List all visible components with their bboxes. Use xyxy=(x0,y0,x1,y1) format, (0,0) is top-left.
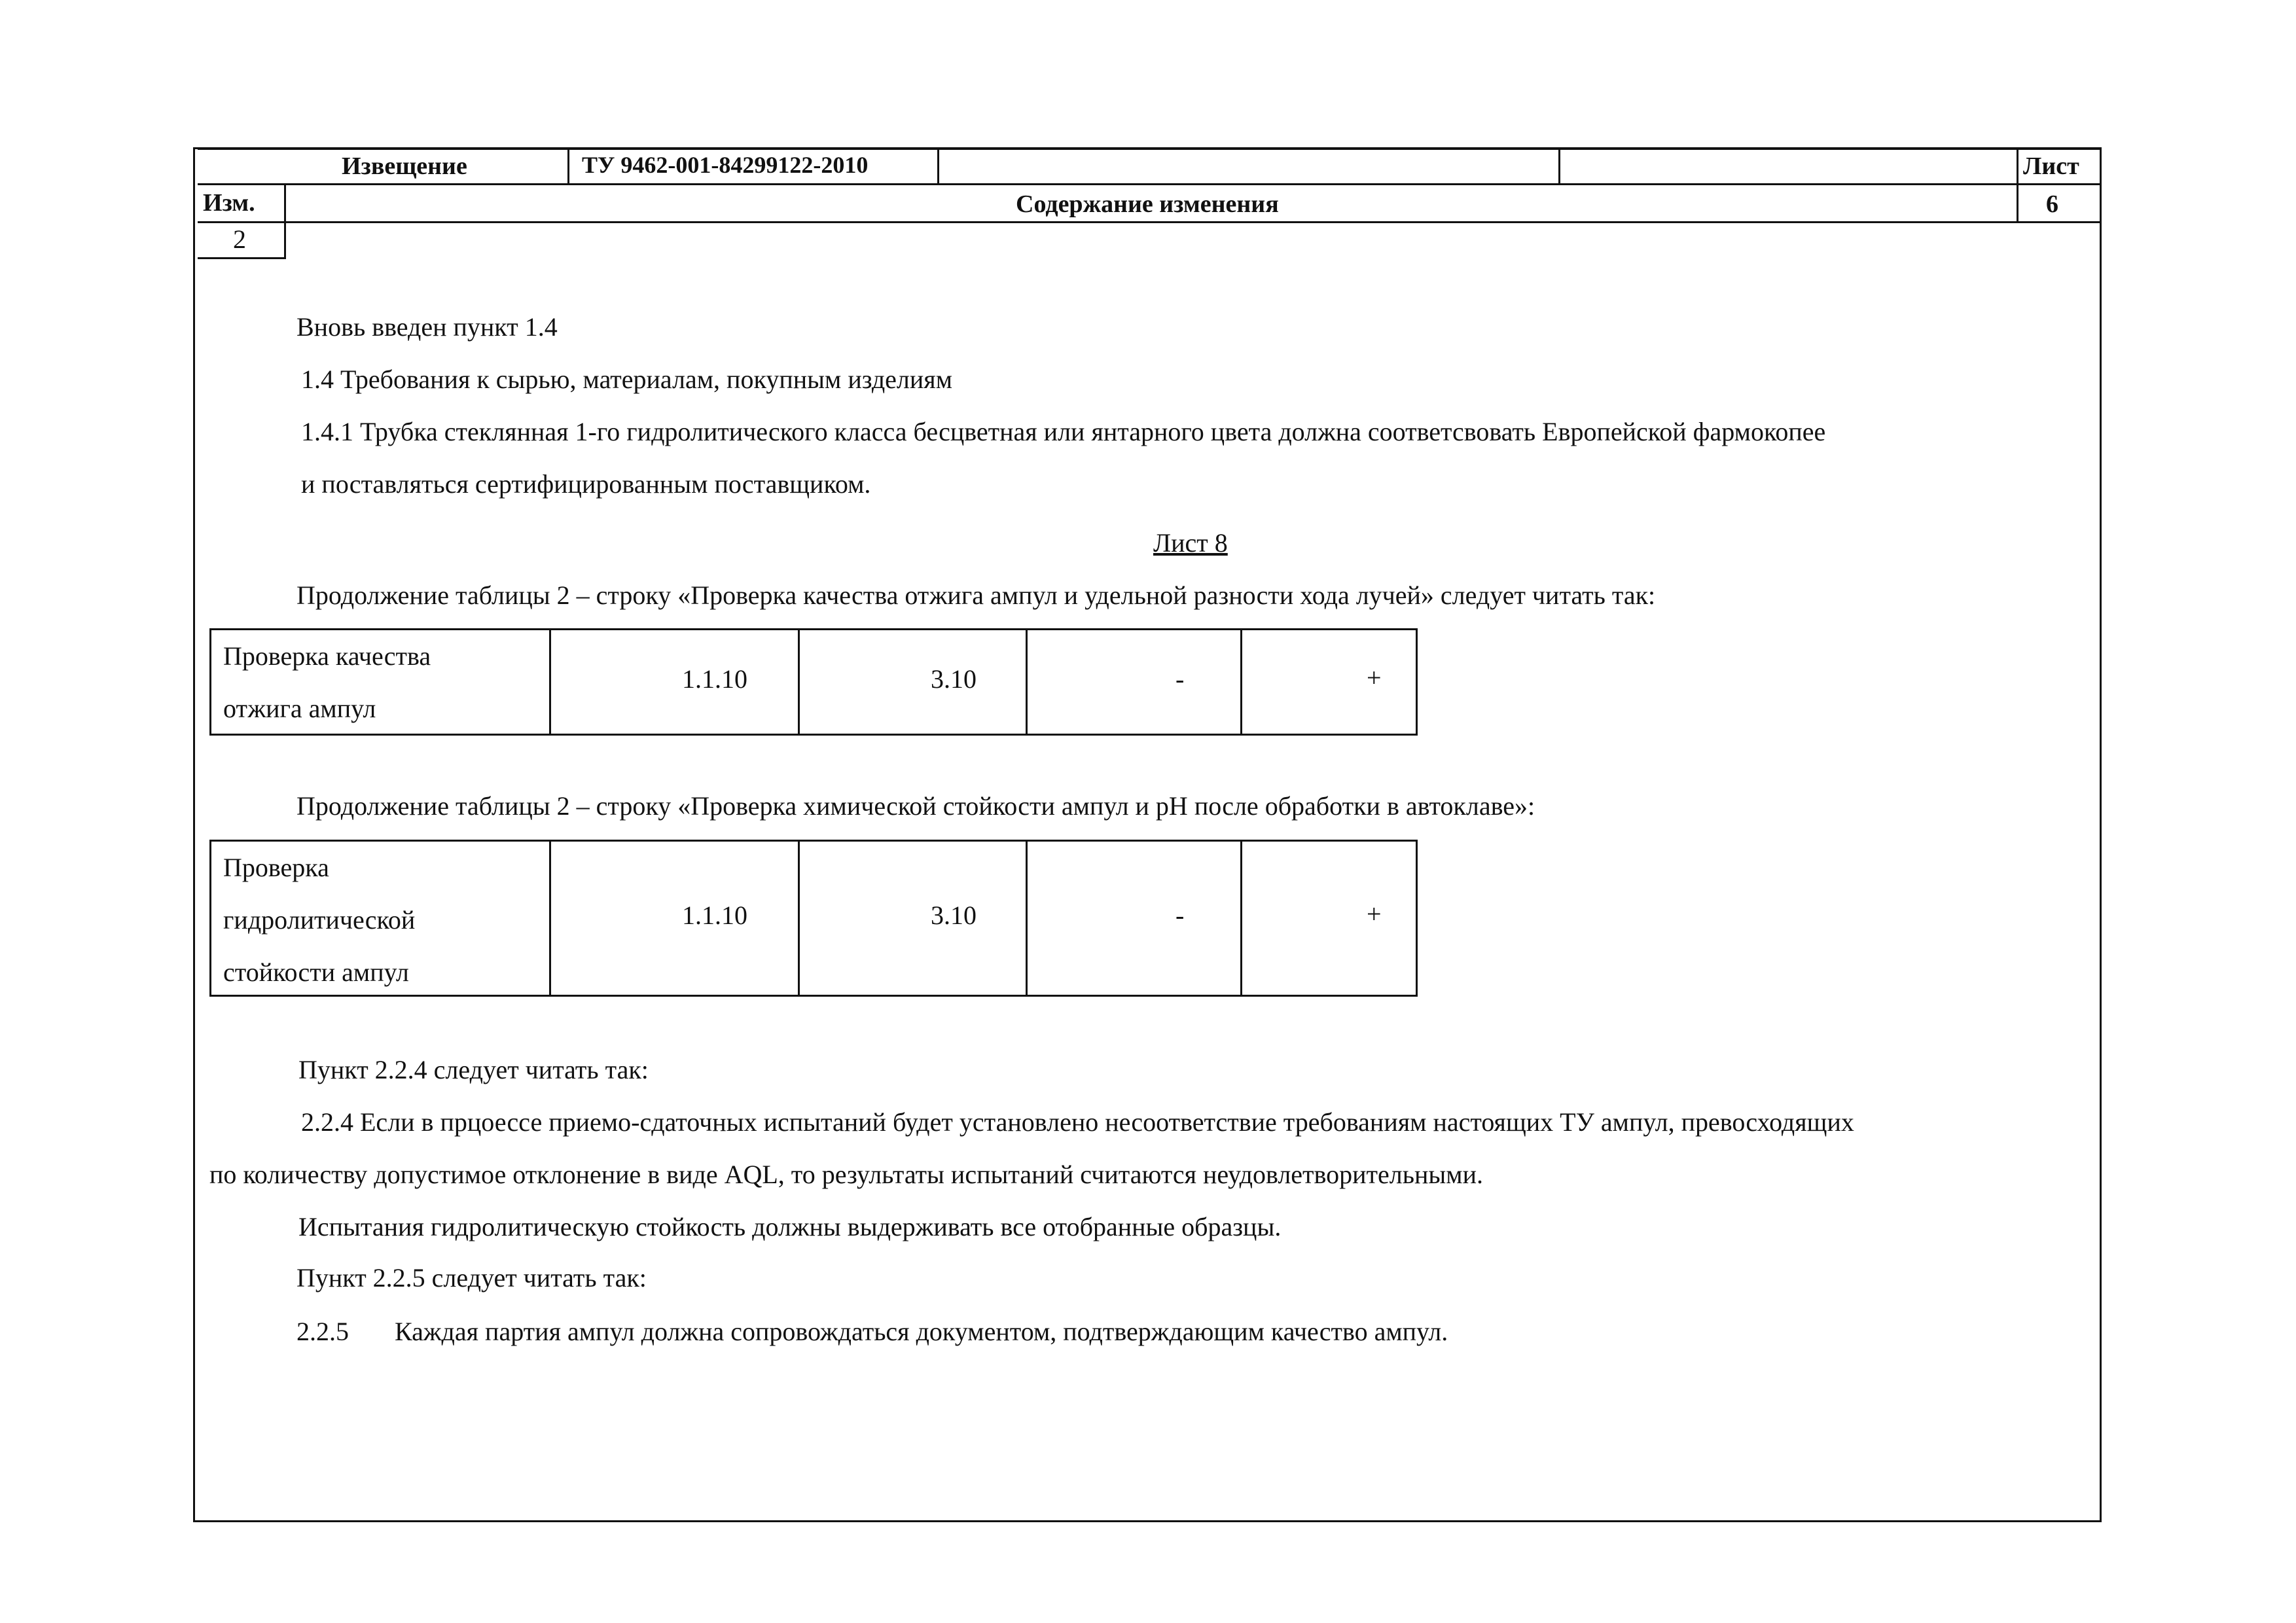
table-annealing-check xyxy=(209,628,1418,736)
paragraph-clause-224-line2: по количеству допустимое отклонение в виде AQL, то результаты испытаний считаются неудовлетворительными. xyxy=(209,1160,1483,1189)
paragraph-new-clause: Вновь введен пункт 1.4 xyxy=(296,312,558,342)
table1-method-cell xyxy=(798,630,1027,734)
notice-label: Извещение xyxy=(342,152,467,180)
paragraph-clause-225-heading: Пункт 2.2.5 следует читать так: xyxy=(296,1263,647,1293)
paragraph-requirements-heading: 1.4 Требования к сырью, материалам, покупным изделиям xyxy=(301,365,952,394)
sheet-number: 6 xyxy=(2046,190,2058,218)
table2-col4: - xyxy=(1175,901,1185,930)
table2-col4-cell xyxy=(1026,842,1242,995)
paragraph-clause-224-line1: 2.2.4 Если в прцоессе приемо-сдаточных испытаний будет установлено несоответствие требованиям настоящих ТУ ампул, превосходящих xyxy=(301,1107,1854,1137)
table1-clause-cell xyxy=(549,630,799,734)
table2-col5-cell xyxy=(1240,842,1416,995)
paragraph-clause-224-heading: Пункт 2.2.4 следует читать так: xyxy=(298,1055,649,1084)
header-stamp xyxy=(0,0,2296,262)
revision-number: 2 xyxy=(233,224,246,254)
table1-name-line1: Проверка качества xyxy=(223,641,431,671)
table-hydrolytic-check xyxy=(209,840,1418,997)
table1-method: 3.10 xyxy=(931,664,977,694)
sheet-label: Лист xyxy=(2023,152,2079,180)
table2-method-cell xyxy=(798,842,1027,995)
table2-clause: 1.1.10 xyxy=(682,901,747,930)
sheet-heading: Лист 8 xyxy=(1153,528,1228,558)
table1-col5-cell xyxy=(1240,630,1416,734)
table1-name-line2: отжига ампул xyxy=(223,694,376,723)
table2-intro: Продолжение таблицы 2 – строку «Проверка химической стойкости ампул и pH после обработки в автоклаве»: xyxy=(296,791,1535,821)
table2-name-line1: Проверка xyxy=(223,853,329,882)
paragraph-tube-line1: 1.4.1 Трубка стеклянная 1-го гидролитического класса бесцветная или янтарного цвета должна соответсвовать Европейской фармокопее xyxy=(301,417,1826,446)
table2-name-line2: гидролитической xyxy=(223,905,416,935)
paragraph-clause-225-text: Каждая партия ампул должна сопровождаться документом, подтверждающим качество ампул. xyxy=(395,1317,1448,1346)
table2-name-line3: стойкости ампул xyxy=(223,957,409,987)
revision-label: Изм. xyxy=(203,189,255,217)
change-content-label: Содержание изменения xyxy=(1016,190,1279,218)
paragraph-clause-225-number: 2.2.5 xyxy=(296,1317,349,1346)
table1-col5: + xyxy=(1367,663,1382,692)
table2-method: 3.10 xyxy=(931,901,977,930)
table2-clause-cell xyxy=(549,842,799,995)
table2-col5: + xyxy=(1367,899,1382,929)
table1-name-cell xyxy=(223,630,431,735)
table1-col4: - xyxy=(1175,664,1185,694)
table2-name-cell xyxy=(223,842,415,999)
document-number: ТУ 9462-001-84299122-2010 xyxy=(582,152,869,178)
paragraph-hydrolytic-samples: Испытания гидролитическую стойкость должны выдерживать все отобранные образцы. xyxy=(298,1212,1282,1241)
table1-intro: Продолжение таблицы 2 – строку «Проверка качества отжига ампул и удельной разности хода лучей» следует читать так: xyxy=(296,580,1656,610)
paragraph-tube-line2: и поставляться сертифицированным поставщиком. xyxy=(301,469,871,499)
table1-clause: 1.1.10 xyxy=(682,664,747,694)
table1-col4-cell xyxy=(1026,630,1242,734)
